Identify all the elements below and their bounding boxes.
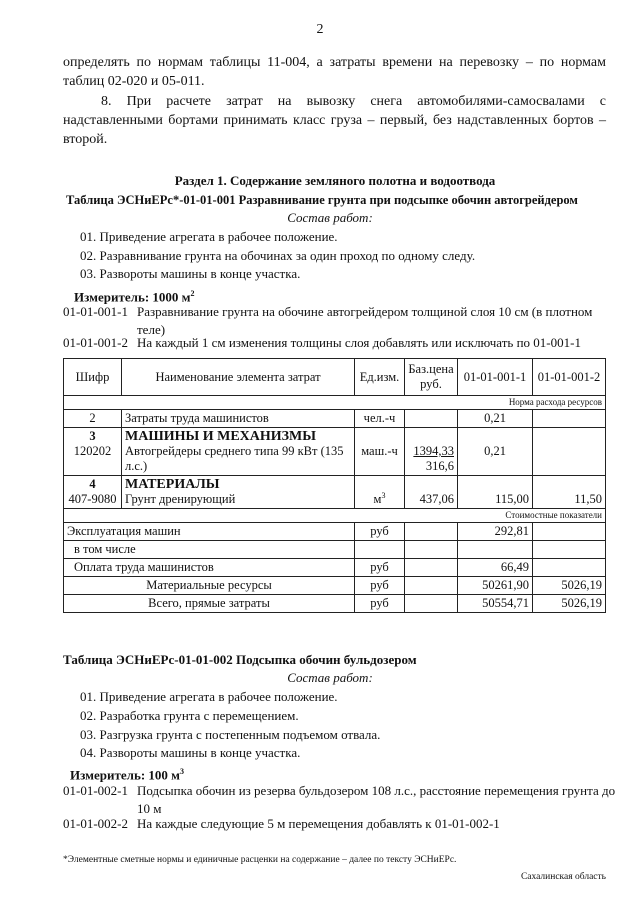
cost-row: Эксплуатация машин руб 292,81 [64,523,606,541]
region-label: Сахалинская область [520,872,606,882]
table2-title: Таблица ЭСНиЕРс-01-01-002 Подсыпка обочин бульдозером [63,652,417,667]
table2-work-item: 04. Развороты машины в конце участка. [80,745,301,760]
code-label: 01-01-002-2 [63,816,128,831]
code-label: 01-01-001-2 [63,335,128,350]
table1-title: Таблица ЭСНиЕРс*-01-01-001 Разравнивание грунта при подсыпке обочин автогрейдером [66,193,578,207]
page-number: 2 [316,22,324,37]
table1-meter: Измеритель: 1000 $м^2$ [74,289,195,305]
code-description: Подсыпка обочин из резерва бульдозером 108 л.с., расстояние перемещения грунта до 10 м [137,783,616,816]
table2-work-item: 03. Разгрузка грунта с постепенным подъемом отвала. [80,727,381,742]
table2-work-item: 01. Приведение агрегата в рабочее положение. [80,689,338,704]
section-title: Раздел 1. Содержание земляного полотна и водоотвода [174,173,496,188]
table1-work-item: 01. Приведение агрегата в рабочее положение. [80,229,338,244]
table1-works-heading: Состав работ: [287,210,373,225]
intro-paragraph-1: определять по нормам таблицы 11-004, а затраты времени на перевозку – по нормам таблиц 02-020 и 05-011. [63,55,606,89]
code-label: 01-01-001-1 [63,304,128,319]
table-row: 2 Затраты труда машинистов чел.-ч 0,21 [64,410,606,428]
cost-row: Оплата труда машинистов руб 66,49 [64,559,606,577]
cost-row: Всего, прямые затраты руб 50554,71 5026,19 [64,595,606,613]
header-cell: 01-01-001-1 [458,359,533,396]
resource-table [63,358,606,613]
table2-meter: Измеритель: 100 $м^3$ [70,767,185,783]
table2-code-row [63,815,623,833]
intro-paragraph-2: 8. При расчете затрат на вывозку снега автомобилями-самосвалами с надставленными бортами принимать класс груза – первый, без надставленных бортов – второй. [63,94,606,147]
table-header-row [64,359,606,396]
code-description: Разравнивание грунта на обочине автогрейдером толщиной слоя 10 см (в плотном теле) [137,304,593,337]
cost-row: Материальные ресурсы руб 50261,90 5026,19 [64,577,606,595]
table2-work-item: 02. Разработка грунта с перемещением. [80,708,299,723]
code-description: На каждые следующие 5 м перемещения добавлять к 01-01-002-1 [137,816,500,831]
header-cell: Шифр [64,359,122,396]
cost-label: Стоимостные показатели [64,509,606,523]
header-cell: Баз.цена руб. [405,359,458,396]
table-row: 4 407-9080 МАТЕРИАЛЫ Грунт дренирующий $м^3$ 437,06 115,00 11,50 [64,476,606,509]
footnote: *Элементные сметные нормы и единичные расценки на содержание – далее по тексту ЭСНиЕРс. [63,855,457,865]
header-cell: 01-01-001-2 [533,359,606,396]
table2-works-heading: Состав работ: [287,670,373,685]
table1-code-row [63,334,623,352]
code-label: 01-01-002-1 [63,783,128,798]
cost-row: в том числе [64,541,606,559]
table-row: 3 120202 МАШИНЫ И МЕХАНИЗМЫ Автогрейдеры среднего типа 99 кВт (135 л.с.) маш.-ч 1394,33 316,6 0,21 [64,428,606,476]
code-description: На каждый 1 см изменения толщины слоя добавлять или исключать по 01-001-1 [137,335,581,350]
header-cell: Наименование элемента затрат [122,359,355,396]
header-cell: Ед.изм. [355,359,405,396]
table1-work-item: 02. Разравнивание грунта на обочинах за один проход по одному следу. [80,248,476,263]
table2-code-row [63,782,623,818]
norm-label: Норма расхода ресурсов [64,396,606,410]
table1-work-item: 03. Развороты машины в конце участка. [80,266,301,281]
